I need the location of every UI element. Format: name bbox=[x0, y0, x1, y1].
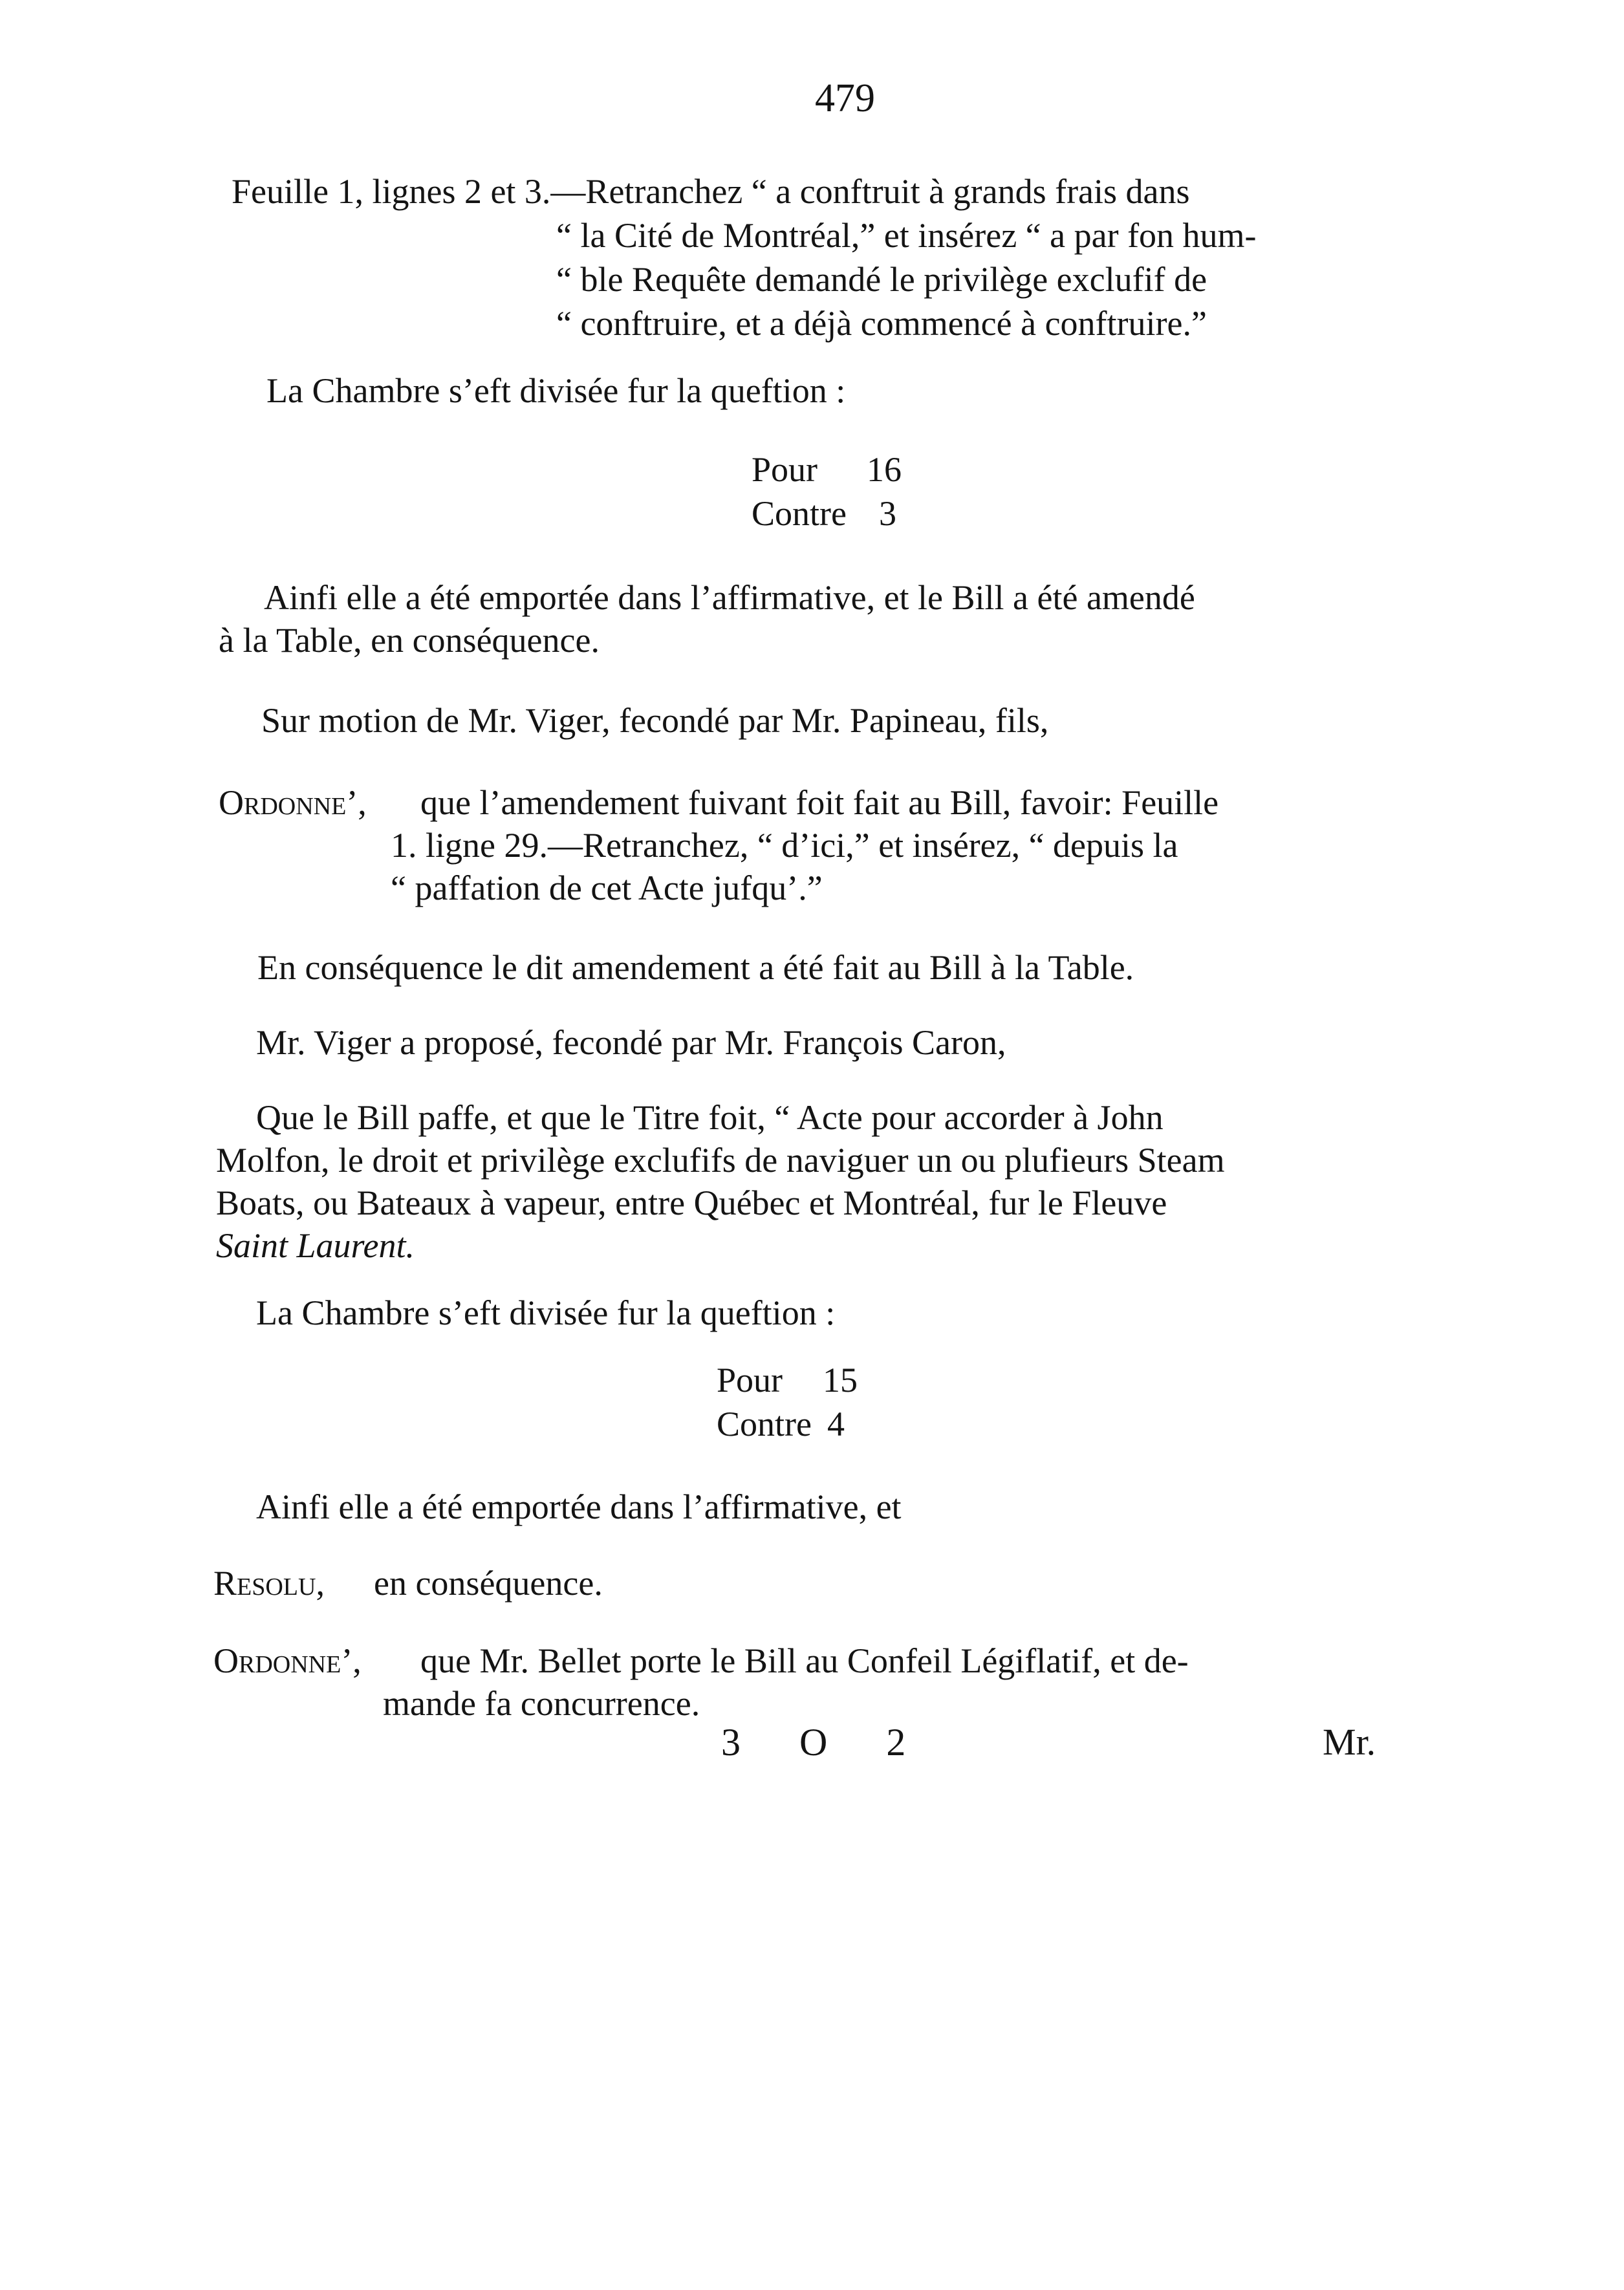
vote-1-pour-value: 16 bbox=[867, 450, 902, 489]
vote-2-contre-row bbox=[717, 1402, 858, 1446]
paragraph-6: En conséquence le dit amendement a été fait au Bill à la Table. bbox=[257, 948, 1134, 987]
ordonne-lead-2: Ordonne’, bbox=[213, 1641, 362, 1680]
paragraph-1-line-4: “ conftruire, et a déjà commencé à conftruire.” bbox=[556, 304, 1207, 343]
vote-2-pour-value: 15 bbox=[823, 1361, 858, 1399]
vote-1-contre-row bbox=[752, 491, 905, 535]
paragraph-12-line-1: que Mr. Bellet porte le Bill au Confeil Légiflatif, et de- bbox=[420, 1641, 1189, 1680]
paragraph-8-line-4: Saint Laurent. bbox=[216, 1226, 415, 1265]
paragraph-11-text: en conséquence. bbox=[374, 1564, 603, 1603]
paragraph-1-line-3: “ ble Requête demandé le privilège exclufif de bbox=[556, 260, 1207, 299]
vote-2-pour-label: Pour bbox=[717, 1361, 783, 1399]
vote-1-pour-label: Pour bbox=[752, 450, 818, 489]
vote-2-table bbox=[717, 1358, 858, 1446]
division-statement-2: La Chambre s’eft divisée fur la queftion : bbox=[256, 1293, 836, 1332]
paragraph-5-line-3: “ paffation de cet Acte jufqu’.” bbox=[391, 869, 823, 907]
vote-1-contre-value: 3 bbox=[878, 494, 896, 533]
paragraph-5-line-2: 1. ligne 29.—Retranchez, “ d’ici,” et insérez, “ depuis la bbox=[391, 826, 1178, 865]
vote-2-contre-value: 4 bbox=[827, 1405, 845, 1443]
paragraph-3-line-1: Ainfi elle a été emportée dans l’affirmative, et le Bill a été amendé bbox=[264, 578, 1195, 617]
paragraph-8-line-3: Boats, ou Bateaux à vapeur, entre Québec et Montréal, fur le Fleuve bbox=[216, 1183, 1167, 1222]
catchword: Mr. bbox=[1323, 1721, 1376, 1763]
paragraph-5-line-1: que l’amendement fuivant foit fait au Bill, favoir: Feuille bbox=[420, 783, 1219, 822]
paragraph-1-line-1: Feuille 1, lignes 2 et 3.—Retranchez “ a conftruit à grands frais dans bbox=[232, 172, 1190, 211]
paragraph-8-line-1: Que le Bill paffe, et que le Titre foit, “ Acte pour accorder à John bbox=[256, 1098, 1164, 1137]
paragraph-10: Ainfi elle a été emportée dans l’affirmative, et bbox=[256, 1487, 902, 1526]
vote-2-contre-label: Contre bbox=[717, 1405, 812, 1443]
ordonne-lead-1: Ordonne’, bbox=[219, 783, 367, 822]
paragraph-1-line-2: “ la Cité de Montréal,” et insérez “ a par fon hum- bbox=[556, 216, 1257, 255]
vote-1-contre-label: Contre bbox=[752, 494, 847, 533]
vote-2-pour-row bbox=[717, 1358, 858, 1402]
paragraph-8-line-2: Molfon, le droit et privilège exclufifs de naviguer un ou plufieurs Steam bbox=[216, 1141, 1225, 1180]
vote-1-pour-row bbox=[752, 448, 905, 491]
paragraph-7: Mr. Viger a proposé, fecondé par Mr. François Caron, bbox=[256, 1023, 1006, 1062]
paragraph-12-line-2: mande fa concurrence. bbox=[383, 1684, 700, 1723]
division-statement-1: La Chambre s’eft divisée fur la queftion : bbox=[266, 371, 846, 410]
signature-mark: 3 O 2 bbox=[721, 1721, 931, 1764]
page-number: 479 bbox=[815, 76, 875, 120]
motion-statement: Sur motion de Mr. Viger, fecondé par Mr. Papineau, fils, bbox=[261, 701, 1049, 740]
vote-1-table bbox=[752, 448, 905, 535]
paragraph-3-line-2: à la Table, en conséquence. bbox=[219, 621, 600, 660]
resolu-lead: Resolu, bbox=[213, 1564, 325, 1603]
